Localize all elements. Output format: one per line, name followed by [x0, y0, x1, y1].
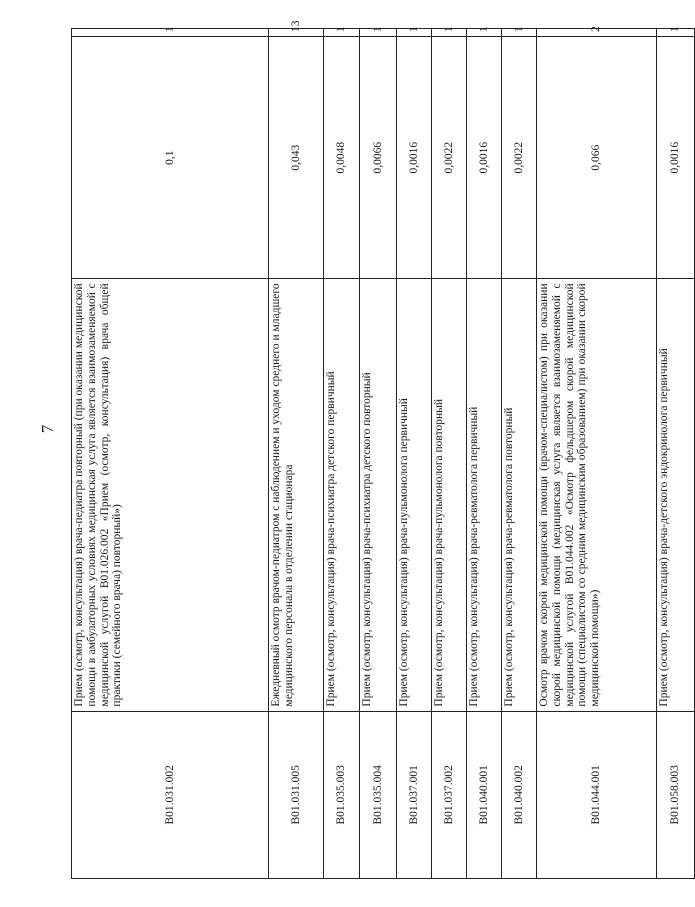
table-row: [269, 29, 324, 879]
service-code: B01.040.002: [502, 711, 537, 878]
service-description: Прием (осмотр, консультация) врача-детского эндокринолога первичный: [657, 279, 695, 711]
service-description: Прием (осмотр, консультация) врача-ревматолога повторный: [502, 279, 537, 711]
multiplicity: 1: [657, 29, 695, 37]
services-table: [71, 20, 695, 879]
service-description: Прием (осмотр, консультация) врача-педиатра повторный (при оказании медицинской помощи в амбулаторных условиях медицинская услуга является взаимозаменяемой с медицинской услугой B01.026.002 «Прием (осмотр, консультация) врача общей практики (семейного врача) повторный»): [72, 279, 269, 711]
multiplicity: 1: [502, 29, 537, 37]
table-row: [72, 29, 269, 879]
frequency-rate: 0,0022: [432, 37, 467, 279]
multiplicity: 13: [269, 29, 324, 37]
frequency-rate: 0,1: [72, 37, 269, 279]
service-code: B01.044.001: [537, 711, 657, 878]
service-description: Осмотр врачом скорой медицинской помощи (врачом-специалистом) при оказании скорой медицинской помощи (медицинская услуга является взаимозаменяемой с медицинской услугой B01.044.002 «Осмотр фельдшером скорой медицинской помощи (специалистом со средним медицинским образованием) при оказании скорой медицинской помощи»): [537, 279, 657, 711]
frequency-rate: 0,0016: [657, 37, 695, 279]
service-description: Прием (осмотр, консультация) врача-пульмонолога первичный: [397, 279, 432, 711]
frequency-rate: 0,0066: [360, 37, 397, 279]
frequency-rate: 0,0022: [502, 37, 537, 279]
table-row: [397, 29, 432, 879]
frequency-rate: 0,0048: [324, 37, 360, 279]
table-row: [467, 29, 502, 879]
service-description: Прием (осмотр, консультация) врача-пульмонолога повторный: [432, 279, 467, 711]
frequency-rate: 0,043: [269, 37, 324, 279]
service-code: B01.031.002: [72, 711, 269, 878]
service-code: B01.058.003: [657, 711, 695, 878]
service-description: Прием (осмотр, консультация) врача-ревматолога первичный: [467, 279, 502, 711]
service-code: B01.035.004: [360, 711, 397, 878]
service-code: B01.035.003: [324, 711, 360, 878]
multiplicity: 1: [467, 29, 502, 37]
multiplicity: 1: [432, 29, 467, 37]
table-row: [432, 29, 467, 879]
frequency-rate: 0,066: [537, 37, 657, 279]
frequency-rate: 0,0016: [467, 37, 502, 279]
multiplicity: 2: [537, 29, 657, 37]
table-row: [360, 29, 397, 879]
table-row: [537, 29, 657, 879]
table-row: [657, 29, 695, 879]
multiplicity: 1: [360, 29, 397, 37]
service-code: B01.037.002: [432, 711, 467, 878]
service-code: B01.031.005: [269, 711, 324, 878]
service-description: Прием (осмотр, консультация) врача-психиатра детского первичный: [324, 279, 360, 711]
service-description: Прием (осмотр, консультация) врача-психиатра детского повторный: [360, 279, 397, 711]
rotated-table-container: [71, 20, 682, 879]
multiplicity: 1: [397, 29, 432, 37]
service-code: B01.040.001: [467, 711, 502, 878]
frequency-rate: 0,0016: [397, 37, 432, 279]
table-row: [502, 29, 537, 879]
service-code: B01.037.001: [397, 711, 432, 878]
service-description: Ежедневный осмотр врачом-педиатром с наблюдением и уходом среднего и младшего медицинского персонала в отделении стационара: [269, 279, 324, 711]
table-row: [324, 29, 360, 879]
multiplicity: 1: [72, 29, 269, 37]
page-number: 7: [38, 424, 57, 434]
multiplicity: 1: [324, 29, 360, 37]
